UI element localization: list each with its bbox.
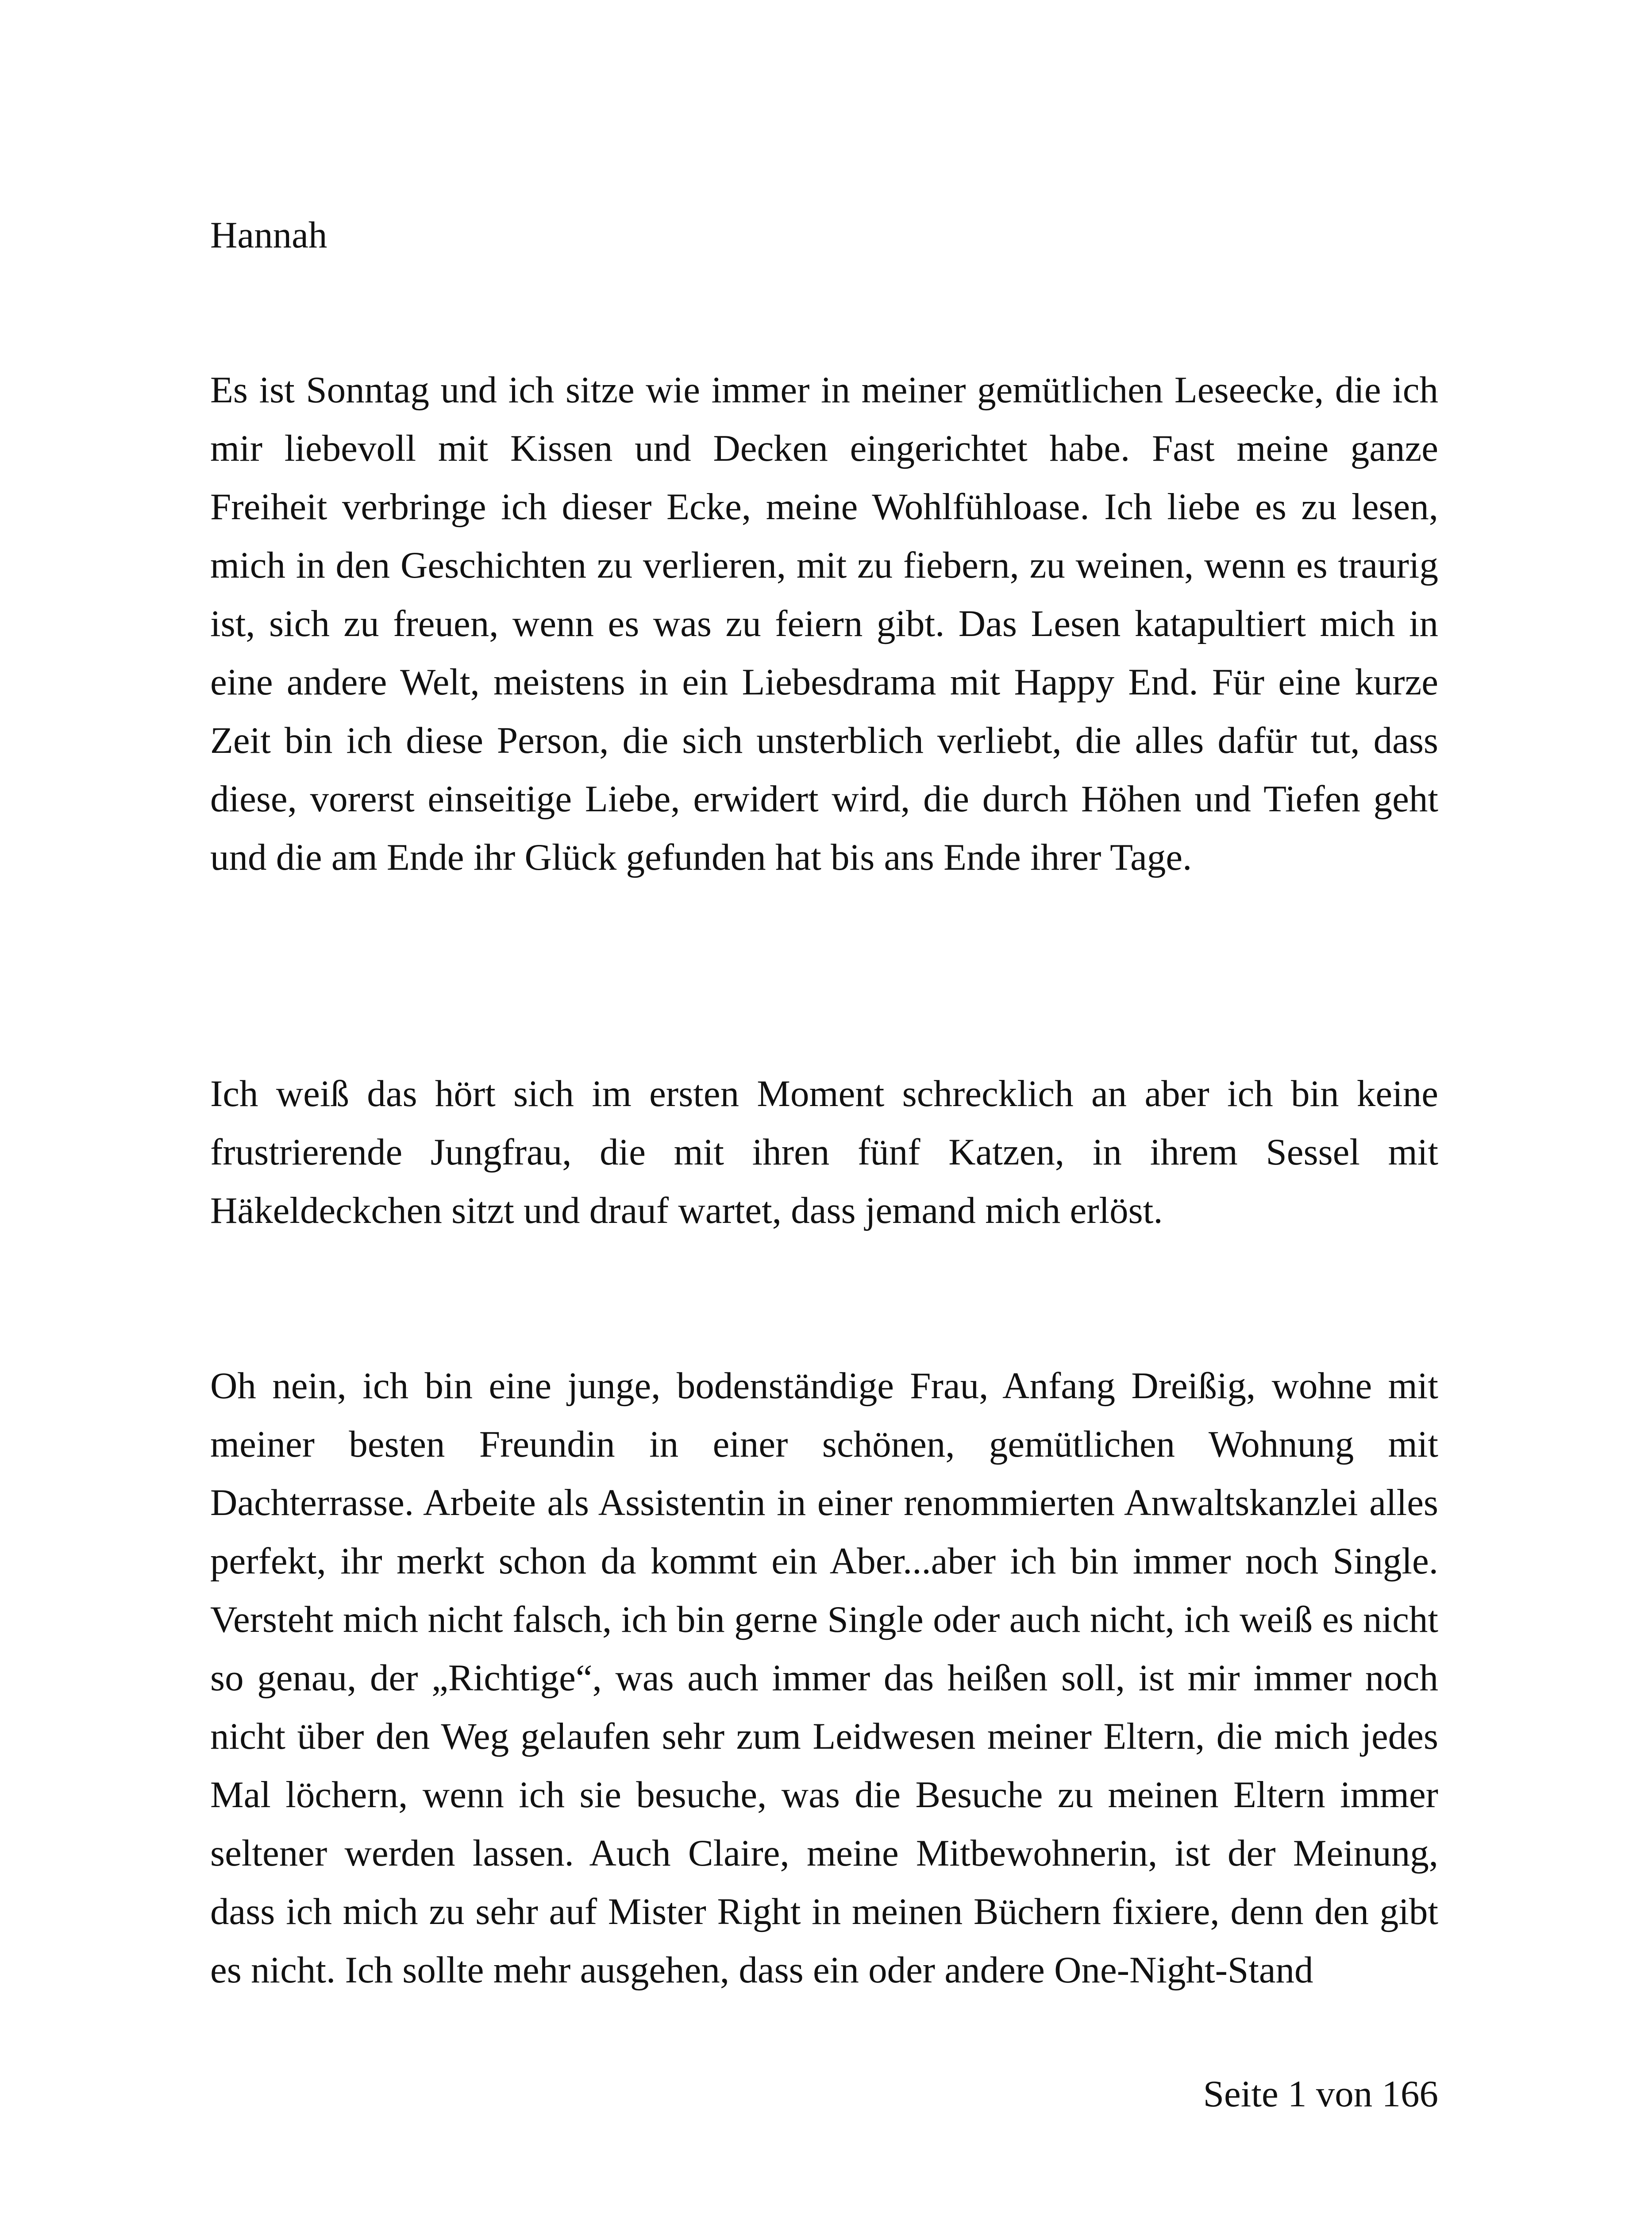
paragraph-3: Oh nein, ich bin eine junge, bodenständige Frau, Anfang Dreißig, wohne mit meiner besten Freundin in einer schönen, gemütlichen Wohnung mit Dachterrasse. Arbeite als Assistentin in einer renommierten Anwaltskanzlei alles perfekt, ihr merkt schon da kommt ein Aber...aber ich bin immer noch Single. Versteht mich nicht falsch, ich bin gerne Single oder auch nicht, ich weiß es nicht so genau, der „Richtige“, was auch immer das heißen soll, ist mir immer noch nicht über den Weg gelaufen sehr zum Leidwesen meiner Eltern, die mich jedes Mal löchern, wenn ich sie besuche, was die Besuche zu meinen Eltern immer seltener werden lassen. Auch Claire, meine Mitbewohnerin, ist der Meinung, dass ich mich zu sehr auf Mister Right in meinen Büchern fixiere, denn den gibt es nicht. Ich sollte mehr ausgehen, dass ein oder andere One-Night-Stand	[210, 1365, 1438, 1991]
paragraph-2: Ich weiß das hört sich im ersten Moment schrecklich an aber ich bin keine frustrierende Jungfrau, die mit ihren fünf Katzen, in ihrem Sessel mit Häkeldeckchen sitzt und drauf wartet, dass jemand mich erlöst.	[210, 1073, 1438, 1231]
page-number: Seite 1 von 166	[1203, 2073, 1438, 2115]
paragraph-1: Es ist Sonntag und ich sitze wie immer in meiner gemütlichen Leseecke, die ich mir liebevoll mit Kissen und Decken eingerichtet habe. Fast meine ganze Freiheit verbringe ich dieser Ecke, meine Wohlfühloase. Ich liebe es zu lesen, mich in den Geschichten zu verlieren, mit zu fiebern, zu weinen, wenn es traurig ist, sich zu freuen, wenn es was zu feiern gibt. Das Lesen katapultiert mich in eine andere Welt, meistens in ein Liebesdrama mit Happy End. Für eine kurze Zeit bin ich diese Person, die sich unsterblich verliebt, die alles dafür tut, dass diese, vorerst einseitige Liebe, erwidert wird, die durch Höhen und Tiefen geht und die am Ende ihr Glück gefunden hat bis ans Ende ihrer Tage.	[210, 369, 1438, 878]
chapter-heading: Hannah	[210, 214, 327, 256]
